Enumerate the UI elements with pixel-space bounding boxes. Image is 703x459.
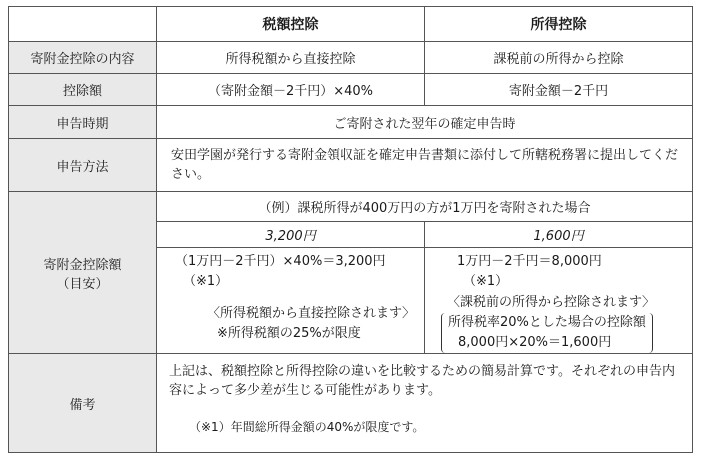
header-income-deduction: 所得控除 [425,7,693,42]
remarks-row [9,354,693,453]
content-row [9,42,693,74]
estimate-income-deduction-total: 1,600円 [425,222,693,248]
amount-row [9,74,693,106]
remarks-label: 備考 [9,354,157,453]
estimate-income-calc-cell [425,248,693,354]
amount-label: 控除額 [9,74,157,106]
income-desc: 〈課税前の所得から控除されます〉 [447,295,656,310]
estimate-tax-credit-total: 3,200円 [157,222,425,248]
remarks-text: 上記は、税額控除と所得控除の違いを比較するための簡易計算です。それぞれの申告内容によって多少差が生じる可能性があります。 [169,364,675,398]
income-bracket [441,313,653,353]
method-label: 申告方法 [9,139,157,192]
amount-tax-credit: （寄附金額－2千円）×40% [157,74,425,106]
estimate-label [9,192,157,354]
header-blank-cell [9,7,157,42]
income-formula: 8,000円×20%＝1,600円 [458,335,612,350]
timing-label: 申告時期 [9,106,157,139]
income-note-ref: （※1） [463,274,509,289]
method-value: 安田学園が発行する寄附金領収証を確定申告書類に添付して所轄税務署に提出してください。 [157,139,693,192]
tax-credit-desc: 〈所得税額から直接控除されます〉 [207,306,416,321]
tax-credit-calc: （1万円－2千円）×40%＝3,200円 [175,254,386,269]
timing-value: ご寄附された翌年の確定申告時 [157,106,693,139]
income-rate-line: 所得税率20%とした場合の控除額 [448,315,646,330]
tax-credit-note-ref: （※1） [183,274,229,289]
estimate-label-line1: 寄附金控除額 [43,257,122,273]
remarks-cell [157,354,693,453]
income-calc: 1万円－2千円＝8,000円 [457,254,602,269]
tax-credit-limit: ※所得税額の25%が限度 [217,326,361,341]
remarks-footnote: （※1）年間総所得金額の40%が限度です。 [189,420,425,434]
header-row [9,7,693,42]
content-label: 寄附金控除の内容 [9,42,157,74]
estimate-tax-credit-calc-cell [157,248,425,354]
estimate-example-row [9,192,693,222]
estimate-label-line2: （目安） [56,276,109,292]
content-income-deduction: 課税前の所得から控除 [425,42,693,74]
timing-row [9,106,693,139]
amount-income-deduction: 寄附金額－2千円 [425,74,693,106]
header-tax-credit: 税額控除 [157,7,425,42]
estimate-example: （例）課税所得が400万円の方が1万円を寄附された場合 [157,192,693,222]
deduction-comparison-table [8,6,693,453]
method-row [9,139,693,192]
content-tax-credit: 所得税額から直接控除 [157,42,425,74]
